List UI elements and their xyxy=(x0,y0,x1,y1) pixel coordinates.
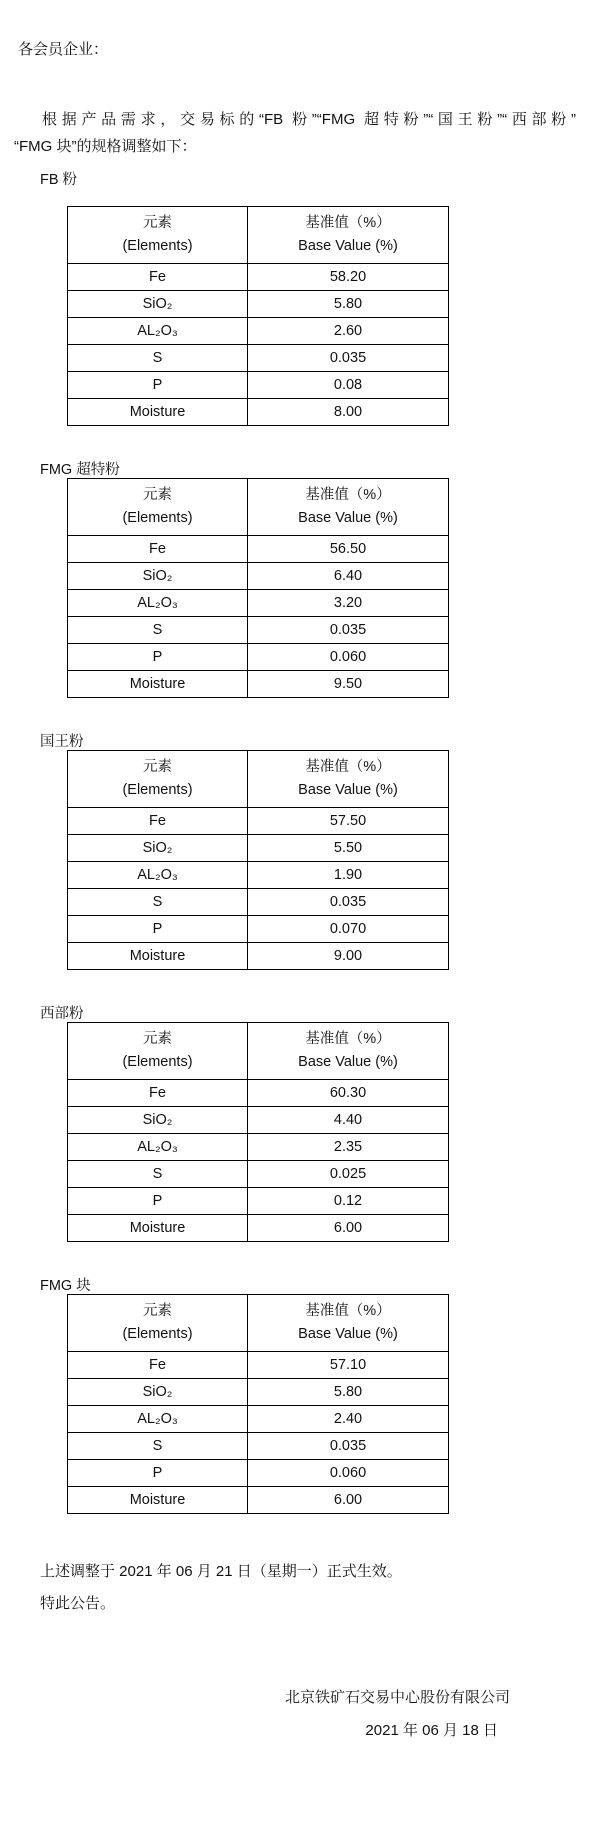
table-row xyxy=(68,862,449,889)
element-cell: AL₂O₃ xyxy=(68,1134,248,1161)
elements-header-zh: 元素 xyxy=(143,215,172,231)
element-cell: AL₂O₃ xyxy=(68,318,248,345)
value-cell: 57.50 xyxy=(248,808,449,835)
base-value-column-header xyxy=(248,1023,449,1080)
table-row xyxy=(68,318,449,345)
value-cell: 5.50 xyxy=(248,835,449,862)
element-cell: P xyxy=(68,916,248,943)
product-title: 西部粉 xyxy=(40,1006,84,1022)
elements-column-header xyxy=(68,1295,248,1352)
issue-date: 2021 年 06 月 18 日 xyxy=(365,1722,498,1739)
product-section-kings-fines xyxy=(0,734,600,970)
element-cell: S xyxy=(68,617,248,644)
value-cell: 0.035 xyxy=(248,345,449,372)
base-value-header-zh: 基准值（%） xyxy=(305,1031,391,1047)
product-section-fmg-lump xyxy=(0,1278,600,1514)
element-cell: P xyxy=(68,372,248,399)
base-value-column-header xyxy=(248,1295,449,1352)
header-row xyxy=(68,751,449,808)
value-cell: 0.060 xyxy=(248,1460,449,1487)
value-cell: 0.035 xyxy=(248,617,449,644)
table-row xyxy=(68,671,449,698)
element-cell: Moisture xyxy=(68,943,248,970)
value-cell: 2.60 xyxy=(248,318,449,345)
table-row xyxy=(68,1352,449,1379)
announcement-document xyxy=(0,40,600,1840)
value-cell: 3.20 xyxy=(248,590,449,617)
element-cell: S xyxy=(68,889,248,916)
value-cell: 5.80 xyxy=(248,1379,449,1406)
base-value-header-en: Base Value (%) xyxy=(298,510,398,526)
table-row xyxy=(68,617,449,644)
elements-column-header xyxy=(68,751,248,808)
elements-header-en: (Elements) xyxy=(122,1054,193,1070)
table-row xyxy=(68,644,449,671)
element-cell: SiO₂ xyxy=(68,291,248,318)
value-cell: 9.00 xyxy=(248,943,449,970)
elements-header-zh: 元素 xyxy=(143,487,172,503)
table-row xyxy=(68,1080,449,1107)
spec-table xyxy=(67,1294,449,1514)
table-row xyxy=(68,808,449,835)
spec-table xyxy=(67,206,449,426)
value-cell: 6.00 xyxy=(248,1487,449,1514)
table-row xyxy=(68,590,449,617)
element-cell: Fe xyxy=(68,536,248,563)
value-cell: 60.30 xyxy=(248,1080,449,1107)
value-cell: 0.060 xyxy=(248,644,449,671)
elements-column-header xyxy=(68,1023,248,1080)
table-row xyxy=(68,399,449,426)
table-row xyxy=(68,1188,449,1215)
table-row xyxy=(68,835,449,862)
header-row xyxy=(68,479,449,536)
spec-table-body xyxy=(68,808,449,970)
product-section-fb-fines xyxy=(0,172,600,426)
product-title: FMG 块 xyxy=(40,1278,91,1294)
element-cell: S xyxy=(68,1433,248,1460)
value-cell: 2.40 xyxy=(248,1406,449,1433)
element-cell: P xyxy=(68,644,248,671)
element-cell: SiO₂ xyxy=(68,835,248,862)
greeting-text: 各会员企业： xyxy=(18,41,109,58)
intro-paragraph xyxy=(14,106,576,160)
product-section-western-fines xyxy=(0,1006,600,1242)
value-cell: 0.035 xyxy=(248,889,449,916)
table-row xyxy=(68,1134,449,1161)
element-cell: AL₂O₃ xyxy=(68,862,248,889)
elements-header-zh: 元素 xyxy=(143,1031,172,1047)
element-cell: SiO₂ xyxy=(68,563,248,590)
element-cell: P xyxy=(68,1460,248,1487)
table-row xyxy=(68,345,449,372)
table-row xyxy=(68,1161,449,1188)
element-cell: Fe xyxy=(68,264,248,291)
table-row xyxy=(68,1487,449,1514)
elements-header-en: (Elements) xyxy=(122,782,193,798)
element-cell: AL₂O₃ xyxy=(68,590,248,617)
value-cell: 2.35 xyxy=(248,1134,449,1161)
value-cell: 5.80 xyxy=(248,291,449,318)
element-cell: Moisture xyxy=(68,671,248,698)
elements-header-en: (Elements) xyxy=(122,1326,193,1342)
value-cell: 0.035 xyxy=(248,1433,449,1460)
element-cell: P xyxy=(68,1188,248,1215)
elements-column-header xyxy=(68,479,248,536)
spec-table xyxy=(67,750,449,970)
value-cell: 56.50 xyxy=(248,536,449,563)
table-row xyxy=(68,1107,449,1134)
element-cell: Moisture xyxy=(68,399,248,426)
header-row xyxy=(68,207,449,264)
element-cell: Fe xyxy=(68,808,248,835)
spec-table xyxy=(67,1022,449,1242)
spec-table-head xyxy=(68,1023,449,1080)
value-cell: 0.070 xyxy=(248,916,449,943)
intro-line-1: 根据产品需求，交易标的“FB 粉”“FMG 超特粉”“国王粉”“西部粉” xyxy=(42,111,576,128)
base-value-header-en: Base Value (%) xyxy=(298,782,398,798)
product-title: FMG 超特粉 xyxy=(40,462,120,478)
table-row xyxy=(68,943,449,970)
product-section-fmg-super-special-fines xyxy=(0,462,600,698)
base-value-header-zh: 基准值（%） xyxy=(305,759,391,775)
base-value-header-en: Base Value (%) xyxy=(298,1326,398,1342)
value-cell: 0.12 xyxy=(248,1188,449,1215)
element-cell: Moisture xyxy=(68,1215,248,1242)
base-value-column-header xyxy=(248,751,449,808)
spec-table xyxy=(67,478,449,698)
element-cell: AL₂O₃ xyxy=(68,1406,248,1433)
table-row xyxy=(68,372,449,399)
value-cell: 8.00 xyxy=(248,399,449,426)
product-title: 国王粉 xyxy=(40,734,84,750)
table-row xyxy=(68,536,449,563)
value-cell: 0.025 xyxy=(248,1161,449,1188)
base-value-column-header xyxy=(248,479,449,536)
value-cell: 57.10 xyxy=(248,1352,449,1379)
elements-header-zh: 元素 xyxy=(143,759,172,775)
element-cell: S xyxy=(68,345,248,372)
value-cell: 1.90 xyxy=(248,862,449,889)
spec-table-body xyxy=(68,536,449,698)
element-cell: SiO₂ xyxy=(68,1107,248,1134)
elements-header-en: (Elements) xyxy=(122,510,193,526)
spec-table-head xyxy=(68,207,449,264)
table-row xyxy=(68,1433,449,1460)
table-row xyxy=(68,1406,449,1433)
header-row xyxy=(68,1295,449,1352)
value-cell: 6.00 xyxy=(248,1215,449,1242)
table-row xyxy=(68,264,449,291)
element-cell: Fe xyxy=(68,1352,248,1379)
table-row xyxy=(68,563,449,590)
value-cell: 58.20 xyxy=(248,264,449,291)
intro-line-2: “FMG 块”的规格调整如下： xyxy=(14,138,197,155)
spec-table-head xyxy=(68,751,449,808)
base-value-header-en: Base Value (%) xyxy=(298,238,398,254)
base-value-header-zh: 基准值（%） xyxy=(305,1303,391,1319)
spec-table-head xyxy=(68,1295,449,1352)
value-cell: 6.40 xyxy=(248,563,449,590)
spec-table-body xyxy=(68,1080,449,1242)
table-row xyxy=(68,1215,449,1242)
spec-table-body xyxy=(68,1352,449,1514)
product-title: FB 粉 xyxy=(40,172,78,188)
base-value-column-header xyxy=(248,207,449,264)
element-cell: S xyxy=(68,1161,248,1188)
spec-table-head xyxy=(68,479,449,536)
spec-table-body xyxy=(68,264,449,426)
table-row xyxy=(68,916,449,943)
value-cell: 0.08 xyxy=(248,372,449,399)
base-value-header-zh: 基准值（%） xyxy=(305,487,391,503)
base-value-header-zh: 基准值（%） xyxy=(305,215,391,231)
element-cell: SiO₂ xyxy=(68,1379,248,1406)
effective-date-note: 上述调整于 2021 年 06 月 21 日（星期一）正式生效。 xyxy=(40,1563,402,1580)
elements-header-zh: 元素 xyxy=(143,1303,172,1319)
header-row xyxy=(68,1023,449,1080)
table-row xyxy=(68,291,449,318)
closing-note: 特此公告。 xyxy=(40,1595,116,1612)
issuer-name: 北京铁矿石交易中心股份有限公司 xyxy=(284,1689,510,1706)
element-cell: Fe xyxy=(68,1080,248,1107)
base-value-header-en: Base Value (%) xyxy=(298,1054,398,1070)
table-row xyxy=(68,889,449,916)
element-cell: Moisture xyxy=(68,1487,248,1514)
value-cell: 9.50 xyxy=(248,671,449,698)
elements-column-header xyxy=(68,207,248,264)
elements-header-en: (Elements) xyxy=(122,238,193,254)
value-cell: 4.40 xyxy=(248,1107,449,1134)
table-row xyxy=(68,1379,449,1406)
table-row xyxy=(68,1460,449,1487)
